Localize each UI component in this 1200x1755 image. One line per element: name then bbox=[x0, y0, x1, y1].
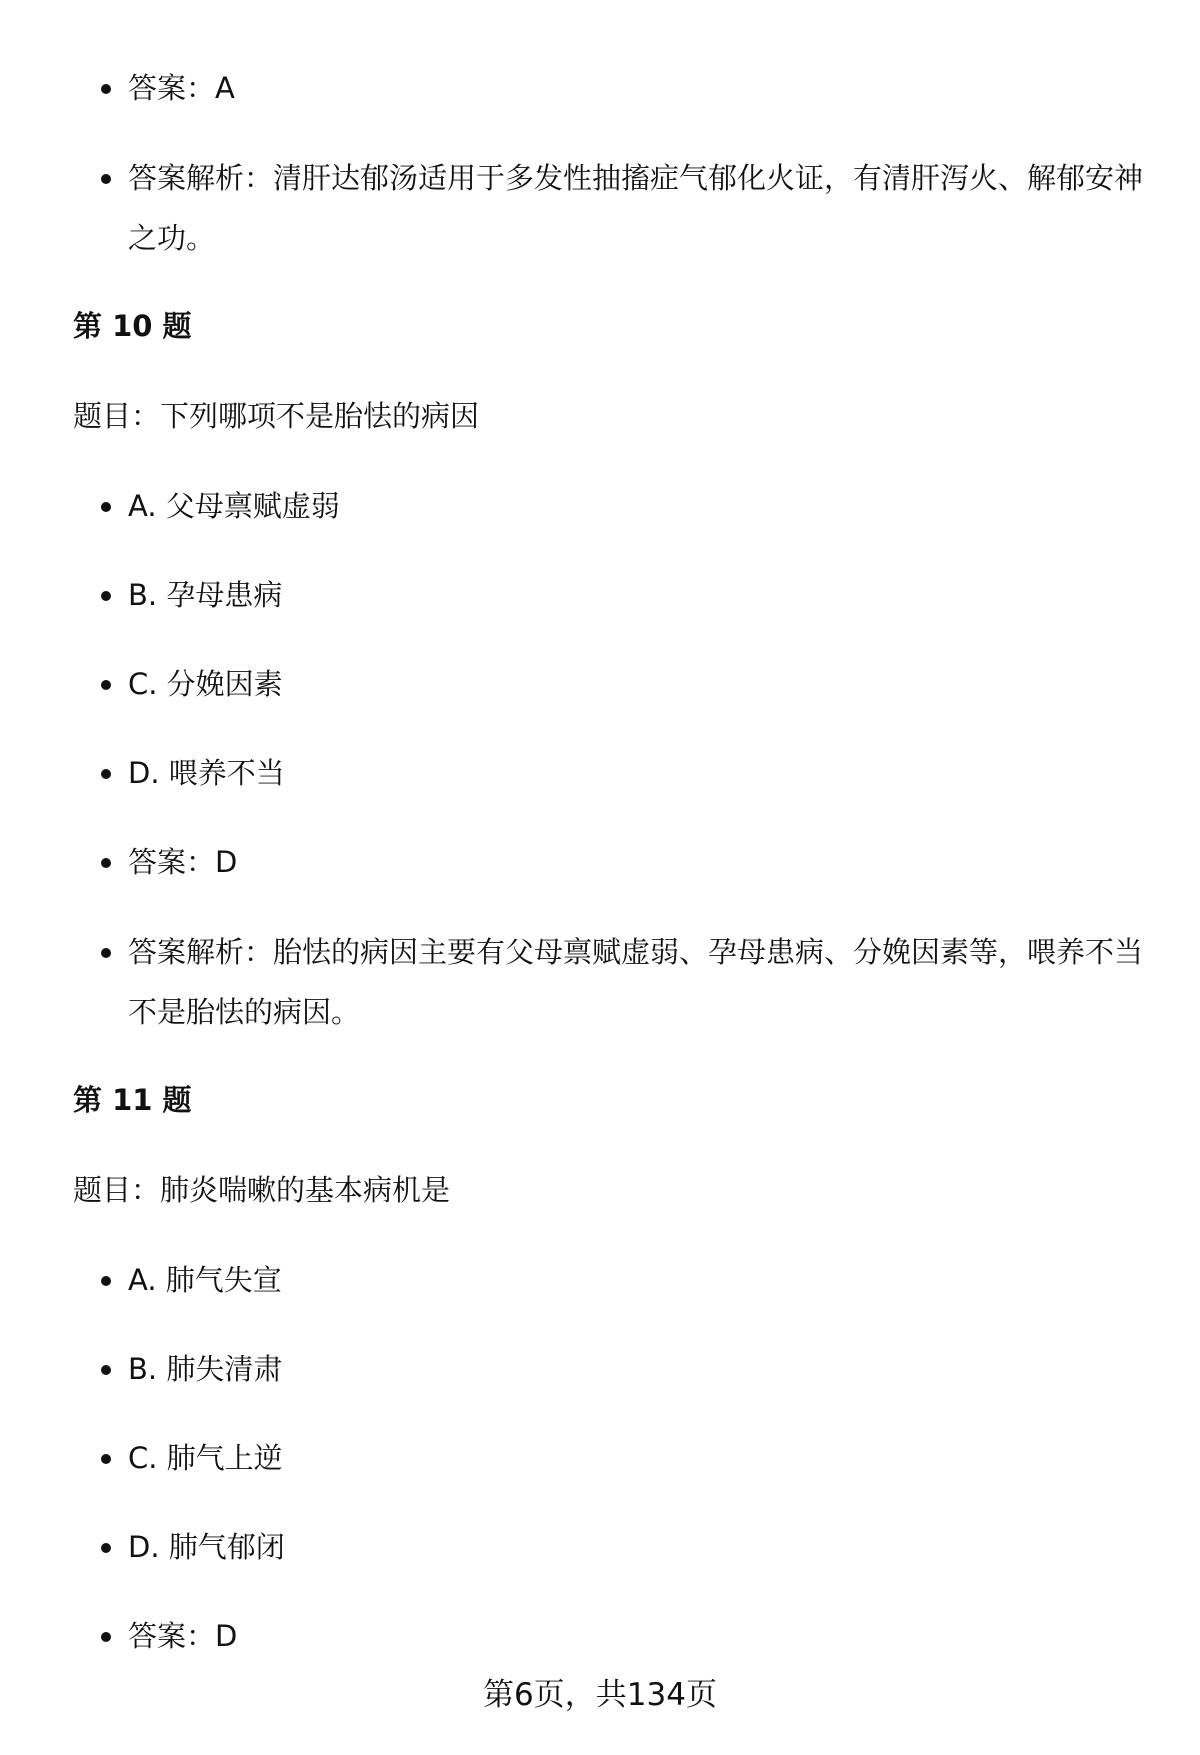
question-10-answer bbox=[128, 832, 1143, 892]
prev-answer-text: 答案：A bbox=[128, 71, 235, 105]
option-text: B. 肺失清肃 bbox=[128, 1352, 283, 1386]
question-10-option-c bbox=[128, 654, 1143, 714]
page-footer: 第6页，共134页 bbox=[483, 1677, 717, 1713]
question-10-option-b bbox=[128, 565, 1143, 625]
bullet-icon bbox=[101, 1543, 111, 1553]
answer-text: 答案：D bbox=[128, 1619, 238, 1653]
prev-explanation-item bbox=[128, 148, 1143, 268]
option-text: A. 父母禀赋虚弱 bbox=[128, 489, 340, 523]
bullet-icon bbox=[101, 858, 111, 868]
bullet-icon bbox=[101, 84, 111, 94]
answer-text: 答案：D bbox=[128, 845, 238, 879]
question-11-option-b bbox=[128, 1339, 1143, 1399]
option-text: C. 肺气上逆 bbox=[128, 1441, 283, 1475]
question-10-stem: 题目：下列哪项不是胎怯的病因 bbox=[73, 399, 480, 433]
bullet-icon bbox=[101, 591, 111, 601]
prev-answer-item bbox=[128, 58, 1143, 118]
explanation-text: 答案解析：胎怯的病因主要有父母禀赋虚弱、孕母患病、分娩因素等，喂养不当不是胎怯的病因。 bbox=[128, 935, 1144, 1029]
bullet-icon bbox=[101, 174, 111, 184]
option-text: B. 孕母患病 bbox=[128, 578, 283, 612]
option-text: D. 喂养不当 bbox=[128, 756, 285, 790]
question-11-heading: 第 11 题 bbox=[73, 1083, 192, 1117]
question-11-option-d bbox=[128, 1517, 1143, 1577]
bullet-icon bbox=[101, 502, 111, 512]
option-text: C. 分娩因素 bbox=[128, 667, 283, 701]
question-10-heading: 第 10 题 bbox=[73, 309, 192, 343]
question-11-option-a bbox=[128, 1250, 1143, 1310]
question-10-option-a bbox=[128, 476, 1143, 536]
prev-explanation-text: 答案解析：清肝达郁汤适用于多发性抽搐症气郁化火证，有清肝泻火、解郁安神之功。 bbox=[128, 161, 1144, 255]
bullet-icon bbox=[101, 680, 111, 690]
question-10-explanation bbox=[128, 922, 1143, 1042]
question-11-option-c bbox=[128, 1428, 1143, 1488]
bullet-icon bbox=[101, 769, 111, 779]
question-11-answer bbox=[128, 1606, 1143, 1666]
bullet-icon bbox=[101, 1454, 111, 1464]
bullet-icon bbox=[101, 948, 111, 958]
bullet-icon bbox=[101, 1365, 111, 1375]
question-10-option-d bbox=[128, 743, 1143, 803]
bullet-icon bbox=[101, 1276, 111, 1286]
bullet-icon bbox=[101, 1632, 111, 1642]
question-11-stem: 题目：肺炎喘嗽的基本病机是 bbox=[73, 1173, 451, 1207]
option-text: A. 肺气失宣 bbox=[128, 1263, 282, 1297]
option-text: D. 肺气郁闭 bbox=[128, 1530, 285, 1564]
